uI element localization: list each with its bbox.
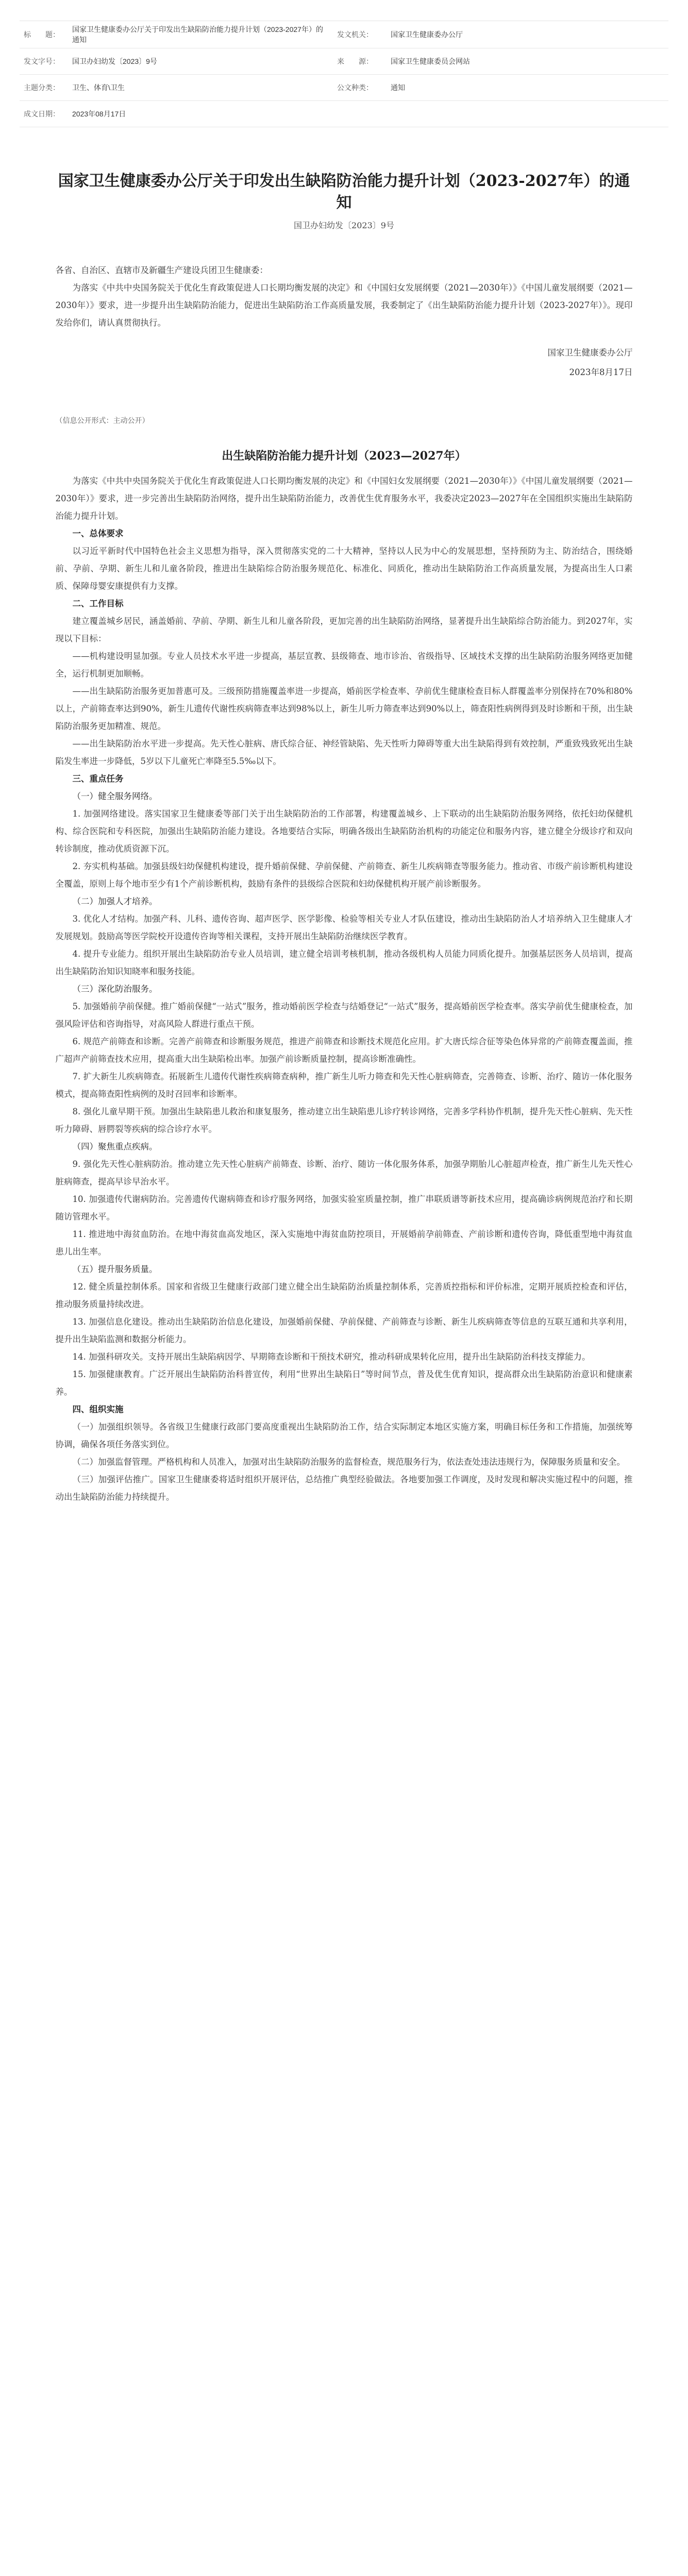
body-paragraph: （一）加强组织领导。各省级卫生健康行政部门要高度重视出生缺陷防治工作，结合实际制定本地区实施方案，明确目标任务和工作措施，加强统筹协调，确保各项任务落实到位。 bbox=[55, 1422, 633, 1449]
subsection-heading: （三）深化防治服务。 bbox=[72, 984, 158, 994]
body-paragraph: 8. 强化儿童早期干预。加强出生缺陷患儿救治和康复服务，推动建立出生缺陷患儿诊疗转诊网络，完善多学科协作机制，提升先天性心脏病、先天性听力障碍、唇腭裂等疾病的综合诊疗水平。 bbox=[55, 1107, 633, 1134]
meta-value: 2023年08月17日 bbox=[72, 110, 126, 118]
document-title: 国家卫生健康委办公厅关于印发出生缺陷防治能力提升计划（2023-2027年）的通知 bbox=[58, 172, 630, 212]
subsection-heading: （四）聚焦重点疾病。 bbox=[72, 1142, 158, 1151]
meta-key: 来 源： bbox=[337, 57, 373, 65]
meta-value: 国家卫生健康委办公厅关于印发出生缺陷防治能力提升计划（2023-2027年）的通知 bbox=[72, 25, 323, 44]
document-text bbox=[56, 262, 633, 1506]
section-heading: 二、工作目标 bbox=[72, 599, 124, 608]
body-paragraph: ——出生缺陷防治服务更加普惠可及。三级预防措施覆盖率进一步提高，婚前医学检查率、孕前优生健康检查目标人群覆盖率分别保持在70%和80%以上，产前筛查率达到90%，新生儿遗传代谢性疾病筛查率达到98%以上，新生儿听力筛查率达到90%以上，筛查阳性病例得到及时诊断和干预，出生缺陷防治服务更加精准、规范。 bbox=[55, 686, 633, 731]
plan-sections bbox=[56, 525, 633, 1506]
document-body bbox=[56, 127, 633, 1506]
body-paragraph: 2. 夯实机构基础。加强县级妇幼保健机构建设，提升婚前保健、孕前保健、产前筛查、新生儿疾病筛查等服务能力。推动省、市级产前诊断机构建设全覆盖，原则上每个地市至少有1个产前诊断机构，鼓励有条件的县级综合医院和妇幼保健机构开展产前诊断服务。 bbox=[55, 861, 633, 889]
section-heading: 三、重点任务 bbox=[72, 774, 124, 784]
meta-key: 发文机关： bbox=[337, 30, 373, 39]
body-paragraph: ——出生缺陷防治水平进一步提高。先天性心脏病、唐氏综合征、神经管缺陷、先天性听力障碍等重大出生缺陷得到有效控制，严重致残致死出生缺陷发生率进一步降低，5岁以下儿童死亡率降至5.5‰以下。 bbox=[55, 739, 633, 766]
body-paragraph: 5. 加强婚前孕前保健。推广婚前保健“一站式”服务，推动婚前医学检查与结婚登记“一站式”服务，提高婚前医学检查率。落实孕前优生健康检查，加强风险评估和咨询指导，对高风险人群进行重点干预。 bbox=[55, 1002, 633, 1029]
subsection-heading: （一）健全服务网络。 bbox=[72, 791, 158, 801]
body-paragraph: 以习近平新时代中国特色社会主义思想为指导，深入贯彻落实党的二十大精神，坚持以人民为中心的发展思想，坚持预防为主、防治结合，围绕婚前、孕前、孕期、新生儿和儿童各阶段，推进出生缺陷综合防治服务规范化、标准化、同质化，推动出生缺陷防治工作高质量发展，为提高出生人口素质、保障母婴安康提供有力支撑。 bbox=[55, 546, 633, 591]
section-heading: 一、总体要求 bbox=[72, 529, 124, 538]
plan-intro-paragraph: 为落实《中共中央国务院关于优化生育政策促进人口长期均衡发展的决定》和《中国妇女发展纲要（2021—2030年）》《中国儿童发展纲要（2021—2030年）》要求，进一步完善出生缺陷防治网络，提升出生缺陷防治能力，改善优生优育服务水平，我委决定2023—2027年在全国组织实施出生缺陷防治能力提升计划。 bbox=[55, 476, 633, 521]
meta-value: 通知 bbox=[391, 83, 405, 92]
meta-value: 国家卫生健康委办公厅 bbox=[391, 30, 463, 39]
body-paragraph: 7. 扩大新生儿疾病筛查。拓展新生儿遗传代谢性疾病筛查病种，推广新生儿听力筛查和先天性心脏病筛查，完善筛查、诊断、治疗、随访一体化服务模式，提高筛查阳性病例的及时召回率和诊断率。 bbox=[55, 1072, 633, 1099]
meta-row bbox=[20, 21, 668, 48]
body-paragraph: 9. 强化先天性心脏病防治。推动建立先天性心脏病产前筛查、诊断、治疗、随访一体化服务体系，加强孕期胎儿心脏超声检查，推广新生儿先天性心脏病筛查，提高早诊早治水平。 bbox=[55, 1159, 633, 1187]
publication-note: （信息公开形式：主动公开） bbox=[55, 417, 149, 425]
body-paragraph: 1. 加强网络建设。落实国家卫生健康委等部门关于出生缺陷防治的工作部署，构建覆盖城乡、上下联动的出生缺陷防治服务网络，依托妇幼保健机构、综合医院和专科医院，加强出生缺陷防治能力建设。各地要结合实际，明确各级出生缺陷防治机构的功能定位和服务内容，建立健全分级诊疗和双向转诊制度，推动优质资源下沉。 bbox=[55, 809, 633, 854]
meta-value: 国家卫生健康委员会网站 bbox=[391, 57, 470, 65]
body-paragraph: （二）加强监督管理。严格机构和人员准入，加强对出生缺陷防治服务的监督检查，规范服务行为，依法查处违法违规行为，保障服务质量和安全。 bbox=[72, 1457, 625, 1467]
addressee: 各省、自治区、直辖市及新疆生产建设兵团卫生健康委： bbox=[55, 265, 268, 275]
body-paragraph: 10. 加强遗传代谢病防治。完善遗传代谢病筛查和诊疗服务网络，加强实验室质量控制，推广串联质谱等新技术应用，提高确诊病例规范治疗和长期随访管理水平。 bbox=[55, 1194, 633, 1222]
document-number: 国卫办妇幼发〔2023〕9号 bbox=[294, 221, 394, 230]
meta-key: 公文种类： bbox=[337, 83, 373, 92]
meta-key: 成文日期： bbox=[24, 110, 60, 118]
body-paragraph: （三）加强评估推广。国家卫生健康委将适时组织开展评估，总结推广典型经验做法。各地要加强工作调度，及时发现和解决实施过程中的问题，推动出生缺陷防治能力持续提升。 bbox=[55, 1475, 633, 1502]
meta-row bbox=[20, 75, 668, 101]
meta-value: 卫生、体育\卫生 bbox=[72, 83, 125, 92]
signing-organization: 国家卫生健康委办公厅 bbox=[547, 348, 633, 358]
plan-title: 出生缺陷防治能力提升计划（2023—2027年） bbox=[222, 449, 466, 463]
meta-value bbox=[387, 101, 668, 127]
meta-key: 发文字号： bbox=[24, 57, 60, 65]
meta-key: 主题分类： bbox=[24, 83, 60, 92]
body-paragraph: 14. 加强科研攻关。支持开展出生缺陷病因学、早期筛查诊断和干预技术研究，推动科研成果转化应用，提升出生缺陷防治科技支撑能力。 bbox=[72, 1352, 591, 1362]
meta-key bbox=[333, 101, 387, 127]
body-paragraph: ——机构建设明显加强。专业人员技术水平进一步提高，基层宣教、县级筛查、地市诊治、省级指导、区域技术支撑的出生缺陷防治服务网络更加健全，运行机制更加顺畅。 bbox=[55, 651, 633, 679]
subsection-heading: （五）提升服务质量。 bbox=[72, 1264, 158, 1274]
meta-value: 国卫办妇幼发〔2023〕9号 bbox=[72, 57, 157, 65]
body-paragraph: 6. 规范产前筛查和诊断。完善产前筛查和诊断服务规范，推进产前筛查和诊断技术规范化应用。扩大唐氏综合征等染色体异常的产前筛查覆盖面，推广超声产前筛查技术应用，提高重大出生缺陷检出率。加强产前诊断质量控制，提高诊断准确性。 bbox=[55, 1037, 633, 1064]
subsection-heading: （二）加强人才培养。 bbox=[72, 896, 158, 906]
body-paragraph: 13. 加强信息化建设。推动出生缺陷防治信息化建设，加强婚前保健、孕前保健、产前筛查与诊断、新生儿疾病筛查等信息的互联互通和共享利用，提升出生缺陷监测和数据分析能力。 bbox=[55, 1317, 633, 1344]
meta-row bbox=[20, 48, 668, 75]
meta-key: 标 题： bbox=[24, 30, 60, 39]
body-paragraph: 4. 提升专业能力。组织开展出生缺陷防治专业人员培训，建立健全培训考核机制，推动各级机构人员能力同质化提升。加强基层医务人员培训，提高出生缺陷防治知识知晓率和服务技能。 bbox=[55, 949, 633, 976]
body-paragraph: 15. 加强健康教育。广泛开展出生缺陷防治科普宣传，利用“世界出生缺陷日”等时间节点，普及优生优育知识，提高群众出生缺陷防治意识和健康素养。 bbox=[55, 1369, 633, 1397]
meta-row bbox=[20, 101, 668, 127]
body-paragraph: 3. 优化人才结构。加强产科、儿科、遗传咨询、超声医学、医学影像、检验等相关专业人才队伍建设，推动出生缺陷防治人才培养纳入卫生健康人才发展规划。鼓励高等医学院校开设遗传咨询等相关课程，支持开展出生缺陷防治继续医学教育。 bbox=[55, 914, 633, 941]
doc-meta-table bbox=[20, 21, 668, 127]
intro-paragraph: 为落实《中共中央国务院关于优化生育政策促进人口长期均衡发展的决定》和《中国妇女发展纲要（2021—2030年）》《中国儿童发展纲要（2021—2030年）》要求，进一步提升出生缺陷防治能力，促进出生缺陷防治工作高质量发展，我委制定了《出生缺陷防治能力提升计划（2023-2027年）》。现印发给你们，请认真贯彻执行。 bbox=[55, 283, 633, 328]
body-paragraph: 11. 推进地中海贫血防治。在地中海贫血高发地区，深入实施地中海贫血防控项目，开展婚前孕前筛查、产前诊断和遗传咨询，降低重型地中海贫血患儿出生率。 bbox=[55, 1229, 633, 1257]
body-paragraph: 12. 健全质量控制体系。国家和省级卫生健康行政部门建立健全出生缺陷防治质量控制体系，完善质控指标和评价标准，定期开展质控检查和评估，推动服务质量持续改进。 bbox=[55, 1282, 633, 1309]
signing-date: 2023年8月17日 bbox=[569, 367, 633, 377]
section-heading: 四、组织实施 bbox=[72, 1404, 124, 1414]
body-paragraph: 建立覆盖城乡居民，涵盖婚前、孕前、孕期、新生儿和儿童各阶段，更加完善的出生缺陷防治网络，显著提升出生缺陷综合防治能力。到2027年，实现以下目标： bbox=[55, 616, 633, 643]
